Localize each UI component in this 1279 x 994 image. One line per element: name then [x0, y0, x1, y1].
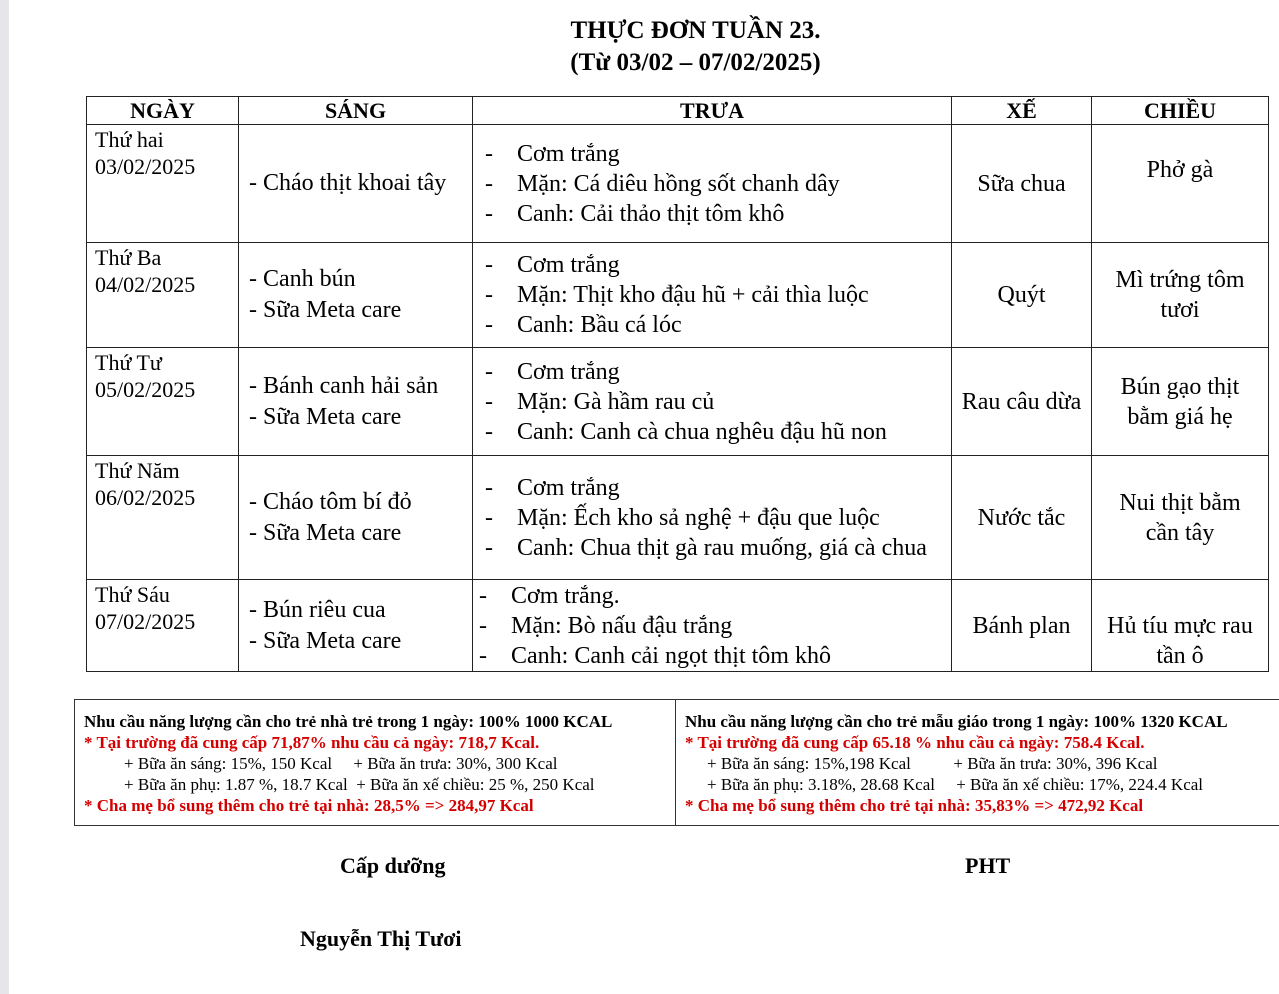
morning-item: - Sữa Meta care	[249, 627, 402, 654]
afternoon-cell: Hủ tíu mực rau tần ô	[1092, 580, 1269, 672]
afternoon-cell: Bún gạo thịt bằm giá hẹ	[1092, 348, 1269, 456]
day-cell	[87, 125, 239, 243]
day-cell	[87, 580, 239, 672]
table-row	[87, 348, 1269, 456]
day-cell	[87, 456, 239, 580]
lunch-item: - Mặn: Cá diêu hồng sốt chanh dây	[485, 169, 947, 199]
morning-cell	[239, 125, 473, 243]
day-name: Thứ Tư	[95, 350, 162, 375]
morning-item: - Sữa Meta care	[249, 297, 402, 323]
lunch-cell	[473, 348, 952, 456]
energy-nursery-home: * Cha mẹ bổ sung thêm cho trẻ tại nhà: 28,5% => 284,97 Kcal	[84, 796, 534, 815]
afternoon-cell: Nui thịt bằm cần tây	[1092, 456, 1269, 580]
lunch-item: - Mặn: Thịt kho đậu hũ + cải thìa luộc	[485, 280, 947, 310]
snack-cell: Sữa chua	[952, 125, 1092, 243]
page-title: THỰC ĐƠN TUẦN 23.	[570, 17, 821, 44]
morning-item: - Cháo tôm bí đỏ	[249, 488, 412, 515]
lunch-item: - Mặn: Gà hầm rau củ	[485, 387, 947, 417]
day-cell	[87, 243, 239, 348]
morning-cell	[239, 243, 473, 348]
energy-nursery-cell	[75, 700, 676, 826]
energy-kindergarten-meals-2: + Bữa ăn phụ: 3.18%, 28.68 Kcal + Bữa ăn xế chiều: 17%, 224.4 Kcal	[707, 775, 1204, 794]
day-name: Thứ Năm	[95, 458, 180, 483]
header-lunch: TRƯA	[473, 97, 952, 125]
lunch-item: - Cơm trắng	[485, 473, 947, 503]
table-header-row	[87, 97, 1269, 125]
day-name: Thứ Sáu	[95, 582, 170, 607]
header-afternoon: CHIỀU	[1092, 97, 1269, 125]
table-row	[87, 125, 1269, 243]
energy-kindergarten-home: * Cha mẹ bổ sung thêm cho trẻ tại nhà: 35,83% => 472,92 Kcal	[685, 796, 1144, 815]
lunch-item: - Canh: Canh cà chua nghêu đậu hũ non	[485, 417, 947, 447]
lunch-item: - Mặn: Bò nấu đậu trắng	[479, 611, 947, 641]
header-day: NGÀY	[87, 97, 239, 125]
energy-kindergarten-cell	[676, 700, 1279, 826]
afternoon-cell: Mì trứng tôm tươi	[1092, 243, 1269, 348]
page-subtitle: (Từ 03/02 – 07/02/2025)	[570, 49, 821, 76]
snack-cell: Quýt	[952, 243, 1092, 348]
lunch-item: - Canh: Chua thịt gà rau muống, giá cà chua	[485, 533, 947, 563]
energy-kindergarten-heading: Nhu cầu năng lượng cần cho trẻ mẫu giáo trong 1 ngày: 100% 1320 KCAL	[685, 712, 1228, 731]
lunch-item: - Mặn: Ếch kho sả nghệ + đậu que luộc	[485, 503, 947, 533]
day-date: 06/02/2025	[95, 485, 196, 510]
weekly-menu-table	[86, 96, 1269, 672]
energy-nursery-school: * Tại trường đã cung cấp 71,87% nhu cầu cả ngày: 718,7 Kcal.	[84, 733, 540, 752]
header-morning: SÁNG	[239, 97, 473, 125]
signature-title-vice-principal: PHT	[965, 853, 1011, 878]
page-left-edge	[0, 0, 9, 994]
table-row	[87, 580, 1269, 672]
lunch-item: - Canh: Canh cải ngọt thịt tôm khô	[479, 641, 947, 671]
snack-cell: Nước tắc	[952, 456, 1092, 580]
day-cell	[87, 348, 239, 456]
lunch-item: - Cơm trắng.	[479, 581, 947, 611]
afternoon-cell: Phở gà	[1092, 125, 1269, 243]
lunch-item: - Cơm trắng	[485, 139, 947, 169]
day-date: 04/02/2025	[95, 272, 196, 297]
morning-item: - Bún riêu cua	[249, 596, 386, 623]
table-row	[87, 456, 1269, 580]
signature-title-cook: Cấp dưỡng	[340, 853, 446, 878]
day-name: Thứ Ba	[95, 245, 162, 270]
energy-requirements-table	[74, 699, 1279, 826]
morning-cell	[239, 348, 473, 456]
energy-nursery-meals-2: + Bữa ăn phụ: 1.87 %, 18.7 Kcal + Bữa ăn xế chiều: 25 %, 250 Kcal	[124, 775, 595, 794]
day-date: 03/02/2025	[95, 154, 196, 179]
energy-nursery-meals-1: + Bữa ăn sáng: 15%, 150 Kcal + Bữa ăn trưa: 30%, 300 Kcal	[124, 754, 558, 773]
lunch-item: - Canh: Bầu cá lóc	[485, 310, 947, 340]
lunch-item: - Cơm trắng	[485, 357, 947, 387]
lunch-cell	[473, 580, 952, 672]
lunch-item: - Canh: Cải thảo thịt tôm khô	[485, 199, 947, 229]
lunch-cell	[473, 125, 952, 243]
morning-item: - Canh bún	[249, 266, 356, 292]
energy-kindergarten-school: * Tại trường đã cung cấp 65.18 % nhu cầu cả ngày: 758.4 Kcal.	[685, 733, 1145, 752]
table-row	[87, 243, 1269, 348]
day-date: 05/02/2025	[95, 377, 196, 402]
morning-cell	[239, 580, 473, 672]
morning-item: - Bánh canh hải sản	[249, 372, 439, 399]
lunch-cell	[473, 243, 952, 348]
snack-cell: Rau câu dừa	[952, 348, 1092, 456]
morning-cell	[239, 456, 473, 580]
day-name: Thứ hai	[95, 127, 164, 152]
lunch-item: - Cơm trắng	[485, 250, 947, 280]
morning-item: - Cháo thịt khoai tây	[249, 170, 447, 196]
morning-item: - Sữa Meta care	[249, 519, 402, 546]
lunch-cell	[473, 456, 952, 580]
energy-kindergarten-meals-1: + Bữa ăn sáng: 15%,198 Kcal + Bữa ăn trưa: 30%, 396 Kcal	[707, 754, 1158, 773]
morning-item: - Sữa Meta care	[249, 403, 402, 430]
snack-cell: Bánh plan	[952, 580, 1092, 672]
day-date: 07/02/2025	[95, 609, 196, 634]
signature-name-cook: Nguyễn Thị Tươi	[300, 926, 462, 951]
header-snack: XẾ	[952, 97, 1092, 125]
energy-nursery-heading: Nhu cầu năng lượng cần cho trẻ nhà trẻ trong 1 ngày: 100% 1000 KCAL	[84, 712, 613, 731]
